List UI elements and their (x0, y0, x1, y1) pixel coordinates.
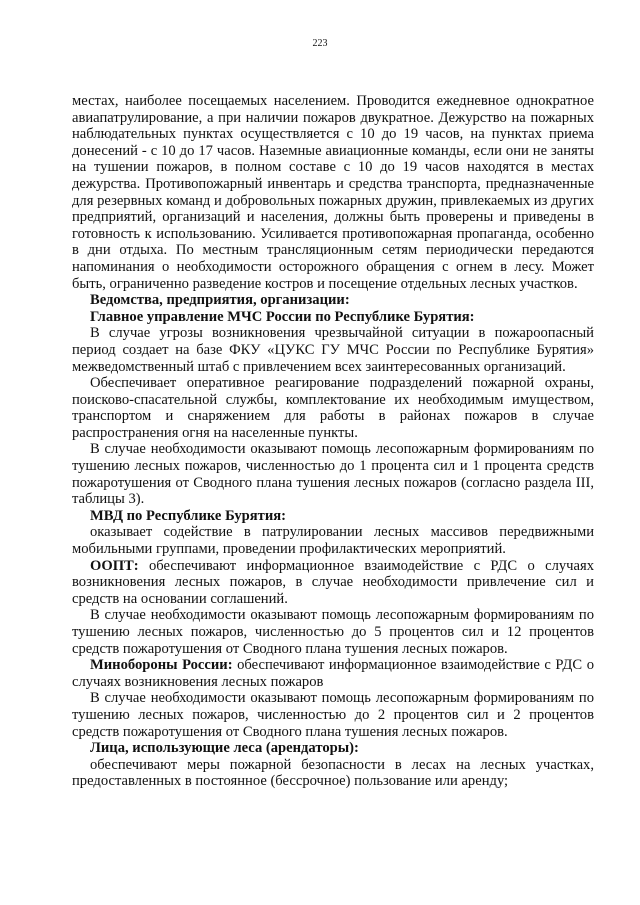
paragraph-intro: местах, наиболее посещаемых населением. Проводится ежедневное однократное авиапатрулирование, а при наличии пожаров двукратное. Дежурство на пожарных наблюдательных пунктах осуществляется с 10 до 19 часов, на пунктах приема донесений - с 10 до 17 часов. Наземные авиационные команды, если они не заняты на тушении пожаров, в полном составе с 10 до 19 часов находятся в местах дежурства. Противопожарный инвентарь и средства транспорта, предназначенные для резервных команд и добровольных пожарных дружин, привлекаемых из других предприятий, организаций и населения, должны быть проверены и приведены в готовность к использованию. Усиливается противопожарная пропаганда, особенно в дни отдыха. По местным трансляционным сетям периодически передаются напоминания о необходимости осторожного обращения с огнем в лесу. Может быть, ограниченно разведение костров и посещение отдельных лесных участков. (72, 93, 594, 292)
text-minoborony: обеспечивают информационное взаимодействие с РДС о случаях возникновения лесных пожаров (72, 657, 594, 690)
section-heading-agencies: Ведомства, предприятия, организации: (90, 292, 350, 309)
heading-mchs: Главное управление МЧС России по Республике Бурятия: (90, 308, 475, 325)
text-oopt: обеспечивают информационное взаимодействие с РДС о случаях возникновения лесных пожаров, в случае необходимости привлечение сил и средств на основании соглашений. (72, 557, 594, 607)
paragraph-minoborony-assistance: В случае необходимости оказывают помощь лесопожарным формированиям по тушению лесных пожаров, численностью до 2 процентов сил и 2 процентов средств пожаротушения от Сводного плана тушения лесных пожаров. (72, 690, 594, 740)
lead-oopt: ООПТ: (90, 557, 139, 574)
paragraph-mvd: оказывает содействие в патрулировании лесных массивов передвижными мобильными группами, проведении профилактических мероприятий. (72, 524, 594, 558)
heading-mvd: МВД по Республике Бурятия: (90, 507, 286, 524)
paragraph-mchs-headquarters: В случае угрозы возникновения чрезвычайной ситуации в пожароопасный период создает на базе ФКУ «ЦУКС ГУ МЧС России по Республике Бурятия» межведомственный штаб с привлечением всех заинтересованных организаций. (72, 325, 594, 375)
paragraph-mchs-response: Обеспечивает оперативное реагирование подразделений пожарной охраны, поисково-спасательной службы, комплектование их необходимым имуществом, транспортом и снаряжением для работы в районах пожаров в случае распространения огня на населенные пункты. (72, 375, 594, 441)
paragraph-oopt-assistance: В случае необходимости оказывают помощь лесопожарным формированиям по тушению лесных пожаров, численностью до 5 процентов сил и 12 процентов средств пожаротушения от Сводного плана тушения лесных пожаров. (72, 607, 594, 657)
paragraph-minoborony (72, 657, 594, 690)
paragraph-mchs-assistance: В случае необходимости оказывают помощь лесопожарным формированиям по тушению лесных пожаров, численностью до 1 процента сил и 1 процента средств пожаротушения от Сводного плана тушения лесных пожаров (согласно раздела III, таблицы 3). (72, 441, 594, 508)
heading-forest-users: Лица, использующие леса (арендаторы): (90, 740, 359, 757)
paragraph-forest-users: обеспечивают меры пожарной безопасности в лесах на лесных участках, предоставленных в постоянное (бессрочное) пользование или аренду; (72, 756, 594, 790)
lead-minoborony: Минобороны России: (90, 657, 233, 674)
page-body (72, 93, 594, 790)
paragraph-oopt (72, 558, 594, 608)
page-number: 223 (312, 38, 328, 49)
